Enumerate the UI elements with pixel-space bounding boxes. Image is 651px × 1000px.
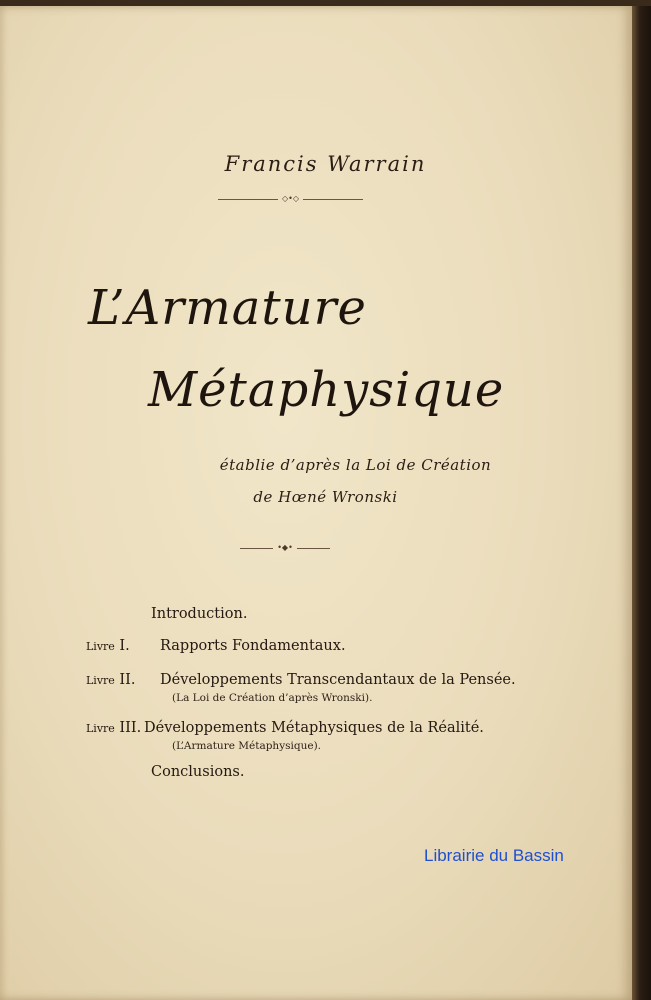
- ornament-divider-2: •◆•: [240, 544, 330, 552]
- book-note: (L’Armature Métaphysique).: [172, 740, 321, 752]
- livre-label: Livre: [86, 640, 115, 653]
- book-title: Rapports Fondamentaux.: [160, 638, 346, 654]
- livre-label: Livre: [86, 674, 115, 687]
- toc-introduction: Introduction.: [151, 606, 248, 622]
- toc-book-2: [86, 672, 516, 688]
- book-number: III.: [119, 720, 142, 736]
- subtitle-line-2: de Hœné Wronski: [253, 488, 398, 506]
- ornament-divider: ◇•◇: [218, 195, 363, 203]
- book-number: I.: [119, 638, 130, 654]
- toc-book-3: [86, 720, 484, 736]
- livre-label: Livre: [86, 722, 115, 735]
- title-line-1: L’Armature: [88, 280, 367, 336]
- seller-watermark: Librairie du Bassin: [424, 846, 564, 865]
- book-note: (La Loi de Création d’après Wronski).: [172, 692, 373, 704]
- author-name: Francis Warrain: [224, 152, 427, 176]
- subtitle-line-1: établie d’après la Loi de Création: [219, 456, 492, 474]
- book-title: Développements Transcendantaux de la Pensée.: [160, 672, 516, 688]
- toc-book-1: [86, 638, 346, 654]
- title-line-2: Métaphysique: [148, 362, 505, 418]
- toc-conclusions: Conclusions.: [151, 764, 245, 780]
- book-title: Développements Métaphysiques de la Réalité.: [144, 720, 484, 736]
- book-number: II.: [119, 672, 136, 688]
